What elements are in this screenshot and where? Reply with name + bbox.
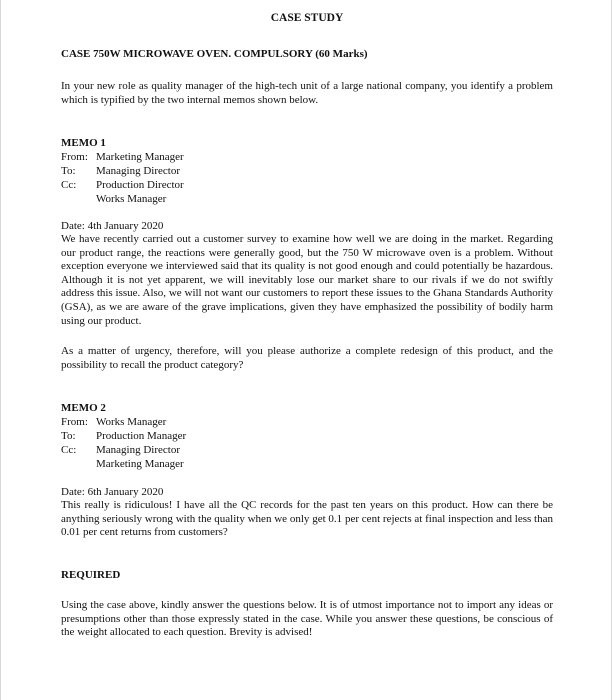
- intro-paragraph: In your new role as quality manager of the high-tech unit of a large national company, you identify a problem which is typified by the two internal memos shown below.: [61, 80, 553, 106]
- memo1-from: From: Marketing Manager: [61, 151, 184, 163]
- page-title: CASE STUDY: [270, 12, 344, 24]
- memo2-date: Date: 6th January 2020: [61, 486, 164, 498]
- case-heading: CASE 750W MICROWAVE OVEN. COMPULSORY (60 Marks): [61, 48, 368, 60]
- memo1-heading: MEMO 1: [61, 137, 106, 149]
- memo1-cc: Cc: Production Director: [61, 179, 184, 191]
- memo2-cc: Cc: Managing Director: [61, 444, 180, 456]
- memo2-from: From: Works Manager: [61, 416, 167, 428]
- memo1-to: To: Managing Director: [61, 165, 180, 177]
- memo1-request: As a matter of urgency, therefore, will you please authorize a complete redesign of this product, and the possibility to recall the product category?: [61, 345, 553, 371]
- required-body: Using the case above, kindly answer the questions below. It is of utmost importance not to import any ideas or presumptions other than those expressly stated in the case. While you answer these questions, be conscious of the weight allocated to each question. Brevity is advised!: [61, 599, 553, 639]
- memo2-body: This really is ridiculous! I have all the QC records for the past ten years on this product. How can there be anything seriously wrong with the quality when we only get 0.1 per cent rejects at final inspection and less than 0.01 per cent returns from customers?: [61, 499, 553, 539]
- memo1-cc-second: Works Manager: [96, 193, 167, 205]
- required-heading: REQUIRED: [61, 569, 121, 581]
- memo2-heading: MEMO 2: [61, 402, 106, 414]
- memo1-body: We have recently carried out a customer survey to examine how well we are doing in the market. Regarding our product range, the reactions were generally good, but the 750 W microwave oven is a problem. Without exception everyone we interviewed said that its quality is not good enough and could potentially be hazardous. Although it is not yet apparent, we will inevitably lose our market share to our rivals if we do not swiftly address this issue. Also, we will not want our customers to report these issues to the Ghana Standards Authority (GSA), as we are aware of the grave implications, given they have emphasized the possibility of bodily harm using our product.: [61, 233, 553, 327]
- memo1-date: Date: 4th January 2020: [61, 220, 164, 232]
- memo2-cc-second: Marketing Manager: [96, 458, 184, 470]
- memo2-to: To: Production Manager: [61, 430, 187, 442]
